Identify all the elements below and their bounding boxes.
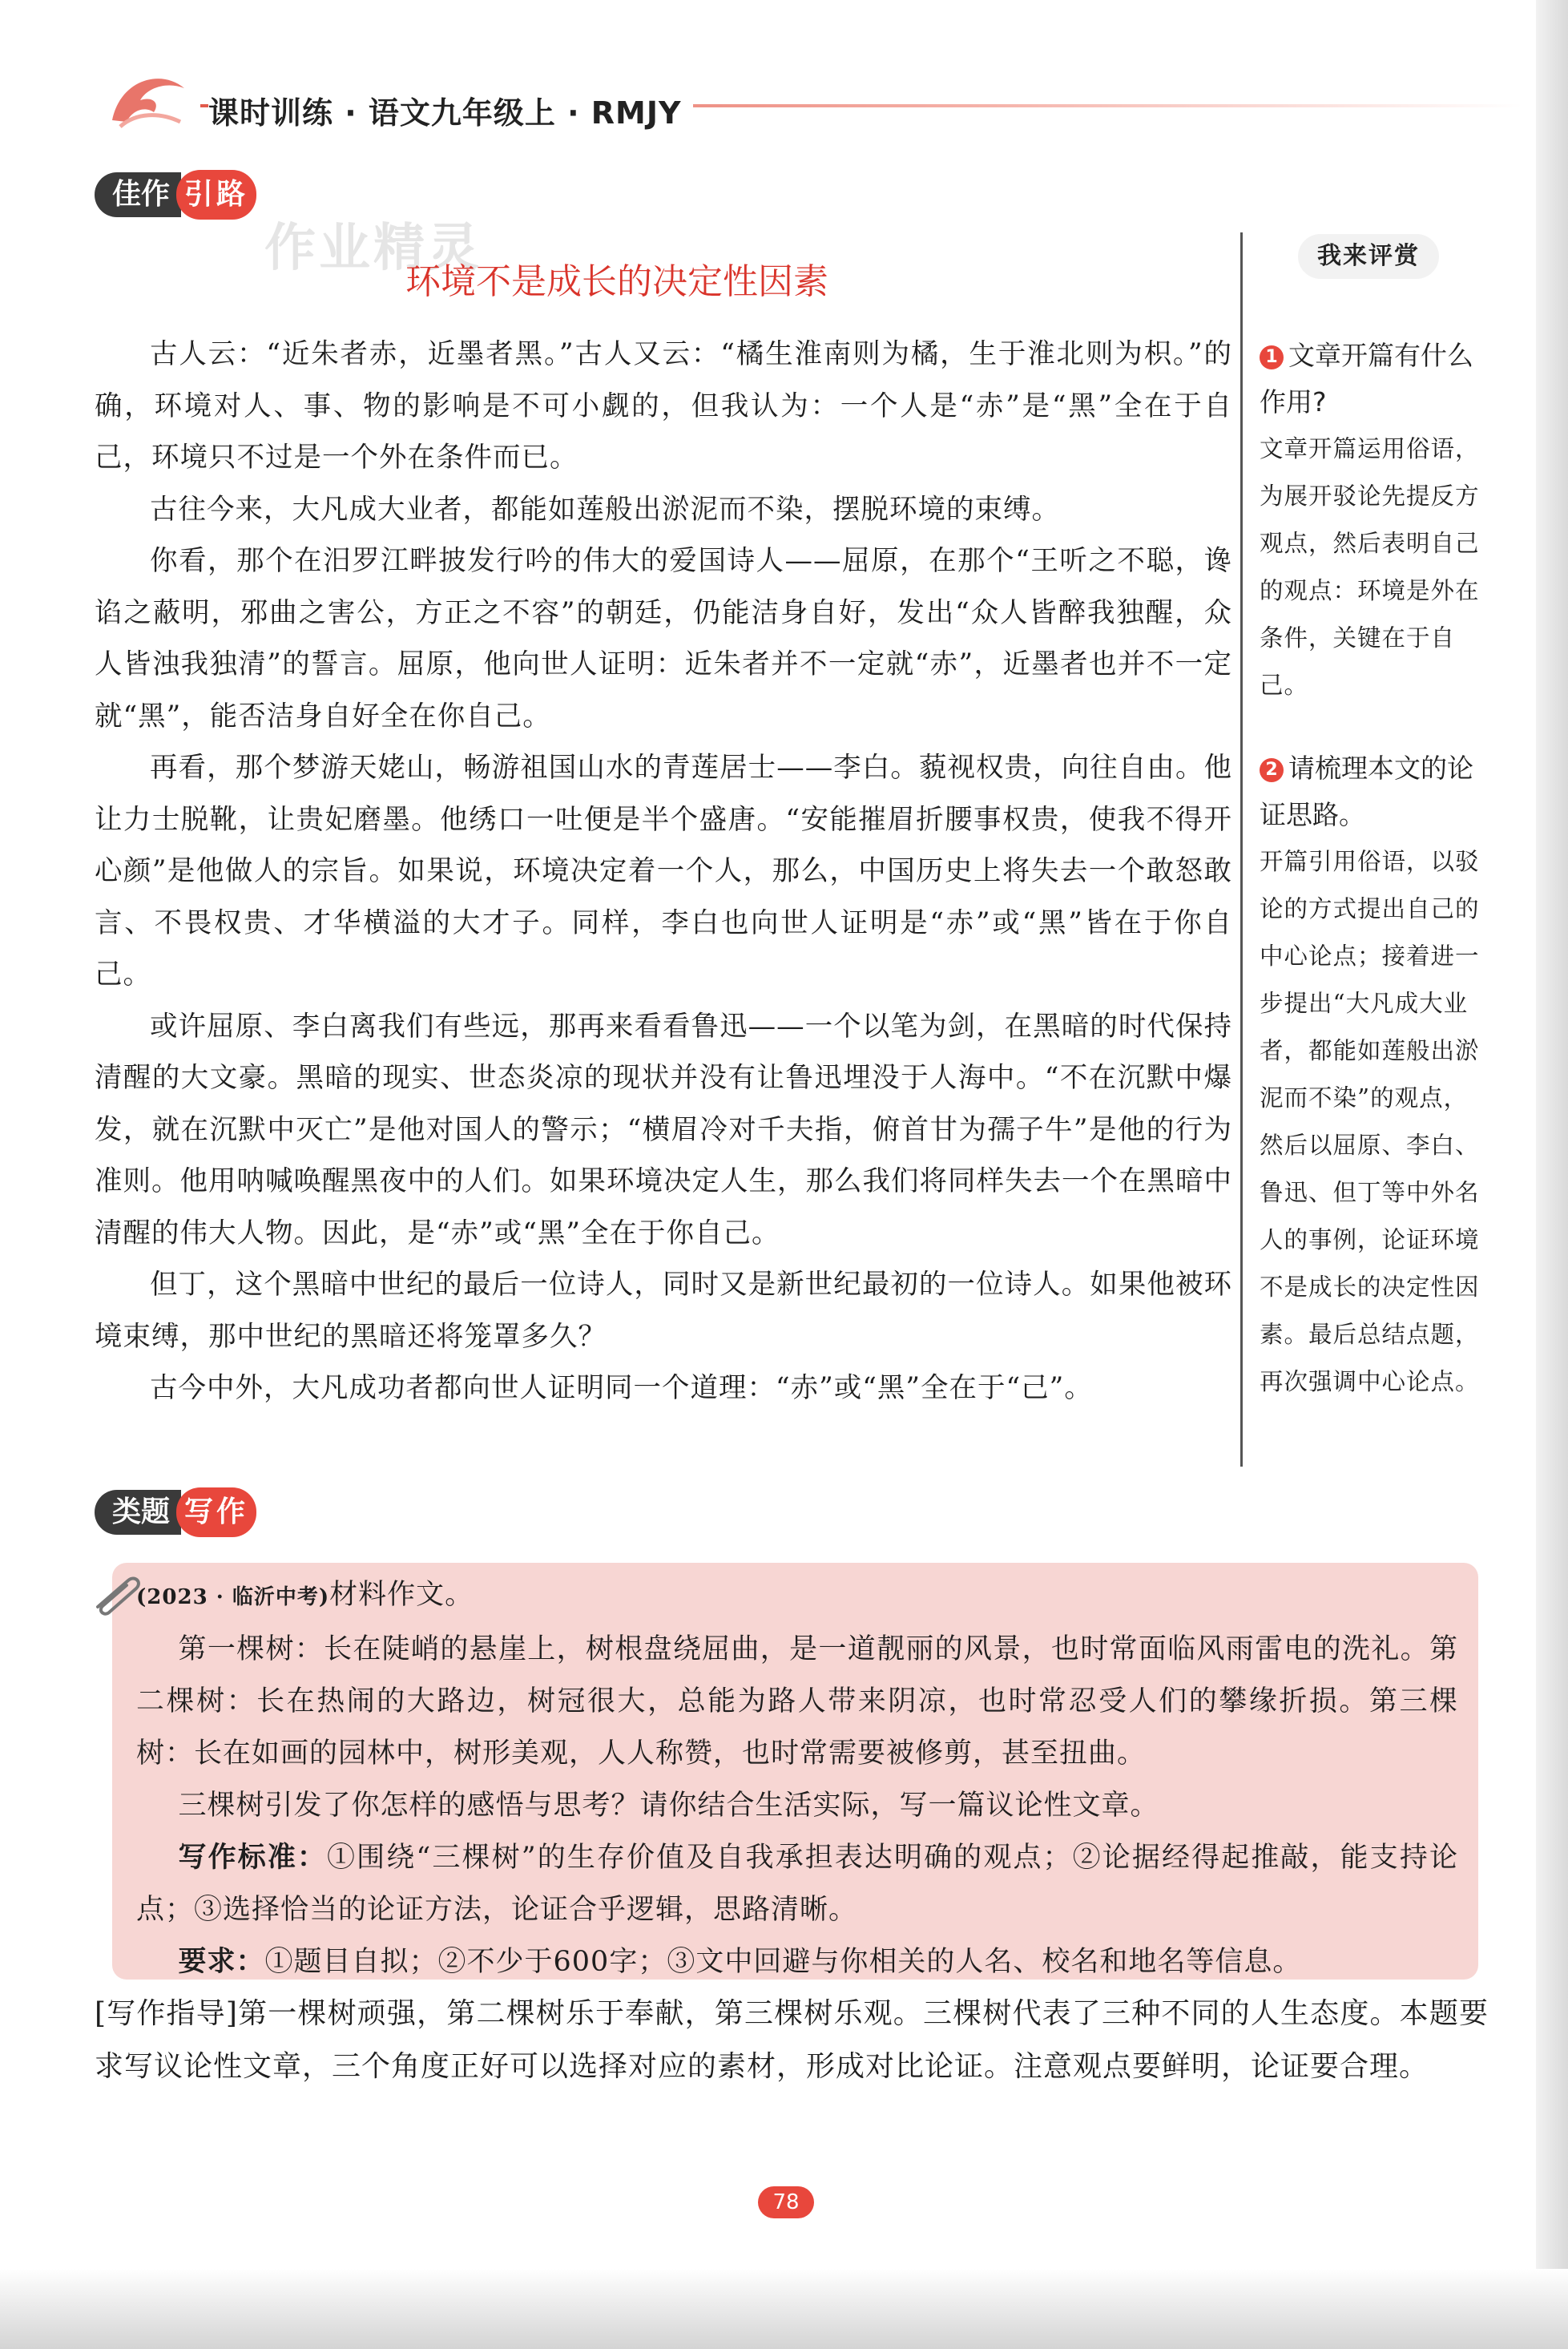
dolphin-logo-icon bbox=[104, 64, 192, 136]
task-source: (2023 · 临沂中考) bbox=[136, 1585, 330, 1609]
side-answer: 文章开篇运用俗语，为展开驳论先提反方观点，然后表明自己的观点：环境是外在条件，关键在于自己。 bbox=[1260, 435, 1480, 699]
standard-label: 写作标准： bbox=[178, 1842, 328, 1874]
article-paragraph: 古往今来，大凡成大业者，都能如莲般出淤泥而不染，摆脱环境的束缚。 bbox=[150, 493, 1060, 526]
badge-dark-label: 佳作 bbox=[95, 172, 181, 217]
requirement-label: 要求： bbox=[178, 1946, 265, 1978]
task-material: 第一棵树：长在陡峭的悬崖上，树根盘绕屈曲，是一道靓丽的风景，也时常面临风雨雷电的洗礼。第二棵树：长在热闹的大路边，树冠很大，总能为路人带来阴凉，也时常忍受人们的攀缘折损。第三棵树：长在如画的园林中，树形美观，人人称赞，也时常需要被修剪，甚至扭曲。 bbox=[136, 1633, 1458, 1770]
task-prompt: 三棵树引发了你怎样的感悟与思考？请你结合生活实际，写一篇议论性文章。 bbox=[178, 1790, 1159, 1822]
section-badge-2 bbox=[95, 1487, 256, 1537]
requirement-text: ①题目自拟；②不少于600字；③文中回避与你相关的人名、校名和地名等信息。 bbox=[264, 1946, 1302, 1978]
page-edge bbox=[1536, 0, 1568, 2349]
side-item-2 bbox=[1260, 745, 1492, 1406]
article-paragraph: 或许屈原、李白离我们有些远，那再来看看鲁迅——一个以笔为剑，在黑暗的时代保持清醒的大文豪。黑暗的现实、世态炎凉的现状并没有让鲁迅埋没于人海中。“不在沉默中爆发，就在沉默中灭亡”是他对国人的警示；“横眉冷对千夫指，俯首甘为孺子牛”是他的行为准则。他用呐喊唤醒黑夜中的人们。如果环境决定人生，那么我们将同样失去一个在黑暗中清醒的伟大人物。因此，是“赤”或“黑”全在于你自己。 bbox=[95, 1010, 1232, 1249]
side-question-text: 请梳理本文的论证思路。 bbox=[1260, 753, 1473, 830]
side-question bbox=[1260, 333, 1492, 426]
page-header bbox=[80, 56, 1458, 152]
article-paragraph: 再看，那个梦游天姥山，畅游祖国山水的青莲居士——李白。藐视权贵，向往自由。他让力士脱靴，让贵妃磨墨。他绣口一吐便是半个盛唐。“安能摧眉折腰事权贵，使我不得开心颜”是他做人的宗旨。如果说，环境决定着一个人，那么，中国历史上将失去一个敢怒敢言、不畏权贵、才华横溢的大才子。同样，李白也向世人证明是“赤”或“黑”皆在于你自己。 bbox=[95, 752, 1232, 991]
task-type: 材料作文。 bbox=[329, 1579, 474, 1611]
side-answer: 开篇引用俗语，以驳论的方式提出自己的中心论点；接着进一步提出“大凡成大业者，都能如莲般出淤泥而不染”的观点，然后以屈原、李白、鲁迅、但丁等中外名人的事例，论证环境不是成长的决定性因素。最后总结点题，再次强调中心论点。 bbox=[1260, 848, 1480, 1395]
task-requirement bbox=[136, 1936, 1458, 1988]
header-title: 课时训练 · 语文九年级上 · RMJY bbox=[208, 88, 693, 132]
side-header: 我来评赏 bbox=[1298, 234, 1439, 279]
article-body bbox=[95, 329, 1232, 1415]
badge-red-label: 引路 bbox=[176, 170, 256, 220]
side-question-text: 文章开篇有什么作用? bbox=[1260, 340, 1473, 418]
article-paragraph: 你看，那个在汨罗江畔披发行吟的伟大的爱国诗人——屈原，在那个“王听之不聪，谗谄之蔽明，邪曲之害公，方正之不容”的朝廷，仍能洁身自好，发出“众人皆醉我独醒，众人皆浊我独清”的誓言。屈原，他向世人证明：近朱者并不一定就“赤”，近墨者也并不一定就“黑”，能否洁身自好全在你自己。 bbox=[95, 545, 1232, 733]
question-number-badge: 2 bbox=[1260, 758, 1284, 782]
badge-red-label: 写作 bbox=[176, 1487, 256, 1537]
page-number: 78 bbox=[758, 2186, 814, 2218]
article-paragraph: 古人云：“近朱者赤，近墨者黑。”古人又云：“橘生淮南则为橘，生于淮北则为枳。”的确，环境对人、事、物的影响是不可小觑的，但我认为：一个人是“赤”是“黑”全在于自己，环境只不过是一个外在条件而已。 bbox=[95, 338, 1232, 474]
side-question bbox=[1260, 745, 1492, 838]
writing-task bbox=[136, 1569, 1458, 1988]
question-number-badge: 1 bbox=[1260, 345, 1284, 369]
badge-dark-label: 类题 bbox=[95, 1490, 181, 1535]
guide-text: [写作指导]第一棵树顽强，第二棵树乐于奉献，第三棵树乐观。三棵树代表了三种不同的人生态度。本题要求写议论性文章，三个角度正好可以选择对应的素材，形成对比论证。注意观点要鲜明，论证要合理。 bbox=[95, 1997, 1489, 2083]
watermark: 作业精灵 bbox=[264, 219, 482, 278]
task-standard bbox=[136, 1832, 1458, 1936]
article-paragraph: 但丁，这个黑暗中世纪的最后一位诗人，同时又是新世纪最初的一位诗人。如果他被环境束缚，那中世纪的黑暗还将笼罩多久？ bbox=[95, 1269, 1232, 1353]
standard-text: ①围绕“三棵树”的生存价值及自我承担表达明确的观点；②论据经得起推敲，能支持论点；③选择恰当的论证方法，论证合乎逻辑，思路清晰。 bbox=[136, 1842, 1458, 1926]
writing-guide bbox=[95, 1988, 1489, 2093]
article-title: 环境不是成长的决定性因素 bbox=[405, 261, 828, 302]
article-paragraph: 古今中外，大凡成功者都向世人证明同一个道理：“赤”或“黑”全在于“己”。 bbox=[150, 1372, 1093, 1404]
side-item-1 bbox=[1260, 333, 1492, 709]
side-divider bbox=[1240, 232, 1243, 1467]
task-heading bbox=[136, 1569, 1458, 1624]
page-shadow bbox=[0, 2269, 1568, 2349]
section-badge-1 bbox=[95, 170, 256, 220]
